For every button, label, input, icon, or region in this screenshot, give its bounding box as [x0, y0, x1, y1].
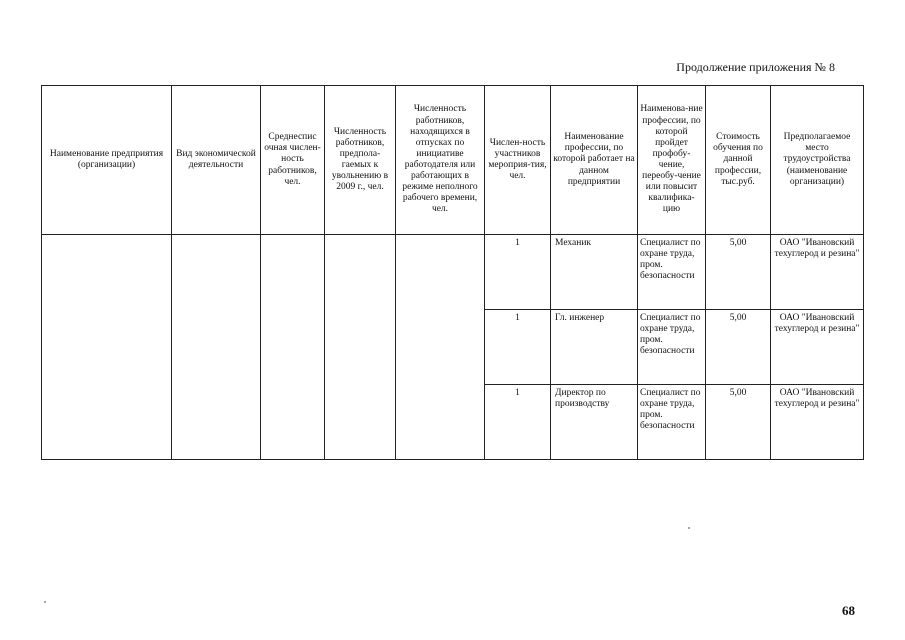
cell-training-cost: 5,00 [706, 310, 771, 385]
cell-placement: ОАО "Ивановский техуглерод и резина" [771, 310, 864, 385]
column-header-placement: Предполагаемое место трудоустройства (наименование организации) [771, 86, 864, 235]
cell-activity-type [172, 235, 261, 460]
cell-enterprise-name [42, 235, 172, 460]
cell-average-headcount [261, 235, 325, 460]
cell-training-profession: Специалист по охране труда, пром. безопасности [638, 235, 706, 310]
cell-current-profession: Механик [551, 235, 638, 310]
cell-participants: 1 [485, 385, 551, 460]
training-table [41, 85, 864, 460]
column-header-enterprise-name: Наименование предприятия (организации) [42, 86, 172, 235]
cell-placement: ОАО "Ивановский техуглерод и резина" [771, 235, 864, 310]
cell-training-cost: 5,00 [706, 235, 771, 310]
column-header-training-cost: Стоимость обучения по данной профессии, тыс.руб. [706, 86, 771, 235]
column-header-training-profession: Наименова-ние профессии, по которой пройдет профобу-чение, переобу-чение или повысит квалифика-цию [638, 86, 706, 235]
page-header-continuation: Продолжение приложения № 8 [676, 60, 835, 74]
table-row [42, 235, 864, 310]
scan-speck [44, 601, 46, 603]
column-header-participants: Числен-ность участников мероприя-тия, чел. [485, 86, 551, 235]
scan-speck [688, 527, 690, 529]
cell-current-profession: Гл. инженер [551, 310, 638, 385]
cell-part-time-workers [396, 235, 485, 460]
cell-placement: ОАО "Ивановский техуглерод и резина" [771, 385, 864, 460]
cell-training-profession: Специалист по охране труда, пром. безопасности [638, 310, 706, 385]
cell-training-profession: Специалист по охране труда, пром. безопасности [638, 385, 706, 460]
column-header-average-headcount: Среднеспис очная числен-ность работников, чел. [261, 86, 325, 235]
column-header-planned-dismissals: Численность работников, предпола-гаемых к увольнению в 2009 г., чел. [325, 86, 396, 235]
cell-current-profession: Директор по производству [551, 385, 638, 460]
page-number: 68 [842, 603, 855, 618]
column-header-part-time-workers: Численность работников, находящихся в отпусках по инициативе работодателя или работающих в режиме неполного рабочего времени, чел. [396, 86, 485, 235]
table-header-row [42, 86, 864, 235]
column-header-activity-type: Вид экономической деятельности [172, 86, 261, 235]
column-header-current-profession: Наименование профессии, по которой работает на данном предприятии [551, 86, 638, 235]
cell-training-cost: 5,00 [706, 385, 771, 460]
cell-planned-dismissals [325, 235, 396, 460]
cell-participants: 1 [485, 235, 551, 310]
cell-participants: 1 [485, 310, 551, 385]
